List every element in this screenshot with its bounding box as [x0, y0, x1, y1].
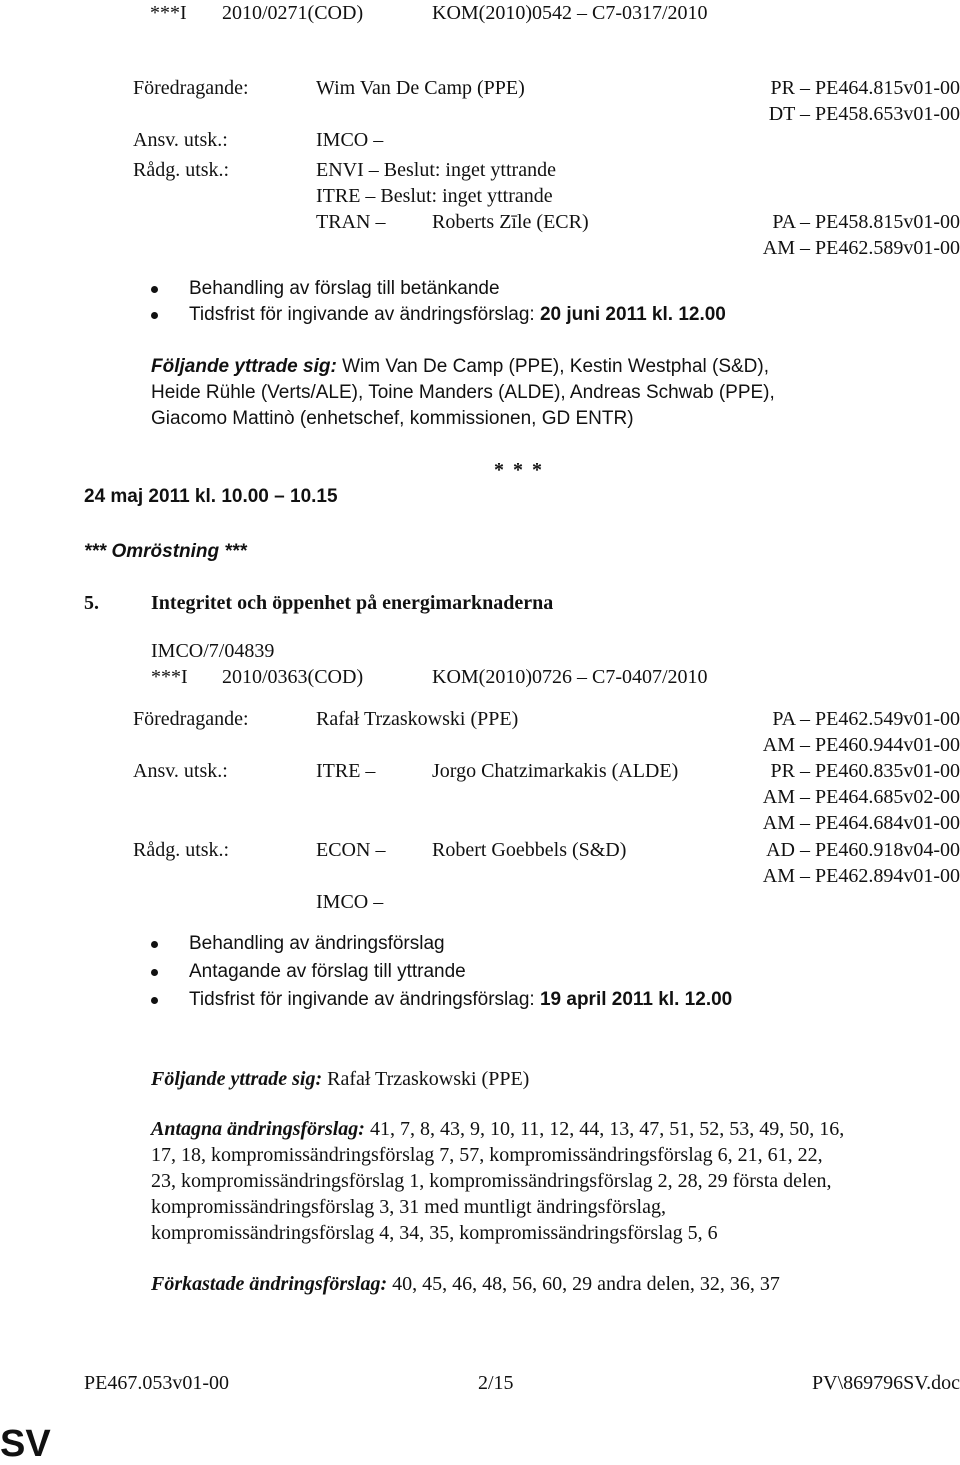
opinion-committee: ENVI – Beslut: inget yttrande	[316, 159, 556, 181]
adopted-list: kompromissändringsförslag 3, 31 med muntligt ändringsförslag,	[151, 1196, 666, 1218]
file-reference: IMCO/7/04839	[151, 640, 275, 662]
deadline-date: 19 april 2011 kl. 12.00	[539, 989, 733, 1010]
rejected-label: Förkastade ändringsförslag:	[151, 1273, 388, 1295]
document-ref: PA – PE462.549v01-00	[772, 708, 960, 730]
adopted-list: 41, 7, 8, 43, 9, 10, 11, 12, 44, 13, 47, 51, 52, 53, 49, 50, 16,	[364, 1118, 845, 1140]
document-ref: AM – PE460.944v01-00	[762, 734, 960, 756]
document-ref: PA – PE458.815v01-00	[772, 211, 960, 233]
footer-doc-ref: PE467.053v01-00	[84, 1372, 229, 1394]
lead-committee: IMCO –	[316, 129, 384, 151]
procedure-mark: ***I	[150, 2, 187, 24]
lead-committee-label: Ansv. utsk.:	[133, 760, 228, 782]
agenda-point: Behandling av ändringsförslag	[189, 933, 445, 954]
bullet-icon	[151, 312, 158, 319]
document-ref: AM – PE462.589v01-00	[762, 237, 960, 259]
bullet-icon	[151, 969, 158, 976]
speakers-list: Rafał Trzaskowski (PPE)	[322, 1068, 530, 1090]
opinion-rapporteur: Roberts Zīle (ECR)	[432, 211, 589, 233]
speakers-list: Giacomo Mattinò (enhetschef, kommissionen, GD ENTR)	[151, 408, 634, 429]
agenda-point: Behandling av förslag till betänkande	[189, 278, 500, 299]
deadline-text: Tidsfrist för ingivande av ändringsförslag:	[189, 989, 540, 1010]
speakers-list: Heide Rühle (Verts/ALE), Toine Manders (ALDE), Andreas Schwab (PPE),	[151, 382, 775, 403]
com-reference: KOM(2010)0542 – C7-0317/2010	[432, 2, 708, 24]
adopted-line	[151, 1116, 844, 1142]
rapporteur-label: Föredragande:	[133, 708, 249, 730]
adopted-list: 17, 18, kompromissändringsförslag 7, 57, kompromissändringsförslag 6, 21, 61, 22,	[151, 1144, 823, 1166]
com-reference: KOM(2010)0726 – C7-0407/2010	[432, 666, 708, 688]
deadline-text: Tidsfrist för ingivande av ändringsförslag:	[189, 304, 540, 325]
rapporteur-label: Föredragande:	[133, 77, 249, 99]
document-ref: AD – PE460.918v04-00	[766, 839, 960, 861]
bullet-icon	[151, 286, 158, 293]
committee-imco: IMCO –	[316, 891, 384, 913]
document-ref: DT – PE458.653v01-00	[768, 103, 960, 125]
vote-heading: *** Omröstning ***	[84, 541, 247, 562]
rapporteur-name: Wim Van De Camp (PPE)	[316, 77, 525, 99]
language-code: SV	[0, 1423, 51, 1465]
section-separator: * * *	[494, 459, 544, 481]
opinion-committee-label: Rådg. utsk.:	[133, 159, 230, 181]
lead-committee-label: Ansv. utsk.:	[133, 129, 228, 151]
procedure-mark: ***I	[151, 666, 188, 688]
session-date: 24 maj 2011 kl. 10.00 – 10.15	[84, 486, 338, 507]
bullet-icon	[151, 941, 158, 948]
footer-filename: PV\869796SV.doc	[812, 1372, 960, 1394]
document-ref: AM – PE464.684v01-00	[762, 812, 960, 834]
deadline-date: 20 juni 2011 kl. 12.00	[539, 304, 726, 325]
opinion-committee: TRAN –	[316, 211, 386, 233]
document-ref: PR – PE464.815v01-00	[770, 77, 960, 99]
agenda-point: Antagande av förslag till yttrande	[189, 961, 466, 982]
opinion-committee: ECON –	[316, 839, 386, 861]
opinion-rapporteur: Robert Goebbels (S&D)	[432, 839, 627, 861]
procedure-code: 2010/0363(COD)	[222, 666, 364, 688]
document-ref: PR – PE460.835v01-00	[770, 760, 960, 782]
lead-rapporteur: Jorgo Chatzimarkakis (ALDE)	[432, 760, 679, 782]
procedure-code: 2010/0271(COD)	[222, 2, 364, 24]
document-ref: AM – PE464.685v02-00	[762, 786, 960, 808]
adopted-list: kompromissändringsförslag 4, 34, 35, kompromissändringsförslag 5, 6	[151, 1222, 718, 1244]
speakers-list: Wim Van De Camp (PPE), Kestin Westphal (S&D),	[336, 356, 770, 377]
page-number: 2/15	[478, 1372, 514, 1394]
rejected-line	[151, 1271, 780, 1297]
deadline-line	[189, 987, 732, 1013]
adopted-list: 23, kompromissändringsförslag 1, kompromissändringsförslag 2, 28, 29 första delen,	[151, 1170, 832, 1192]
document-ref: AM – PE462.894v01-00	[762, 865, 960, 887]
speakers-label: Följande yttrade sig:	[151, 1068, 323, 1090]
rejected-list: 40, 45, 46, 48, 56, 60, 29 andra delen, 32, 36, 37	[387, 1273, 780, 1295]
speakers-line	[151, 354, 769, 380]
rapporteur-name: Rafał Trzaskowski (PPE)	[316, 708, 519, 730]
opinion-committee-label: Rådg. utsk.:	[133, 839, 230, 861]
adopted-label: Antagna ändringsförslag:	[151, 1118, 365, 1140]
bullet-icon	[151, 997, 158, 1004]
deadline-line	[189, 302, 726, 328]
item-title: Integritet och öppenhet på energimarknaderna	[151, 592, 554, 614]
opinion-committee: ITRE – Beslut: inget yttrande	[316, 185, 553, 207]
speakers-line	[151, 1066, 529, 1092]
speakers-label: Följande yttrade sig:	[151, 356, 337, 377]
lead-committee: ITRE –	[316, 760, 376, 782]
item-number: 5.	[84, 592, 99, 614]
